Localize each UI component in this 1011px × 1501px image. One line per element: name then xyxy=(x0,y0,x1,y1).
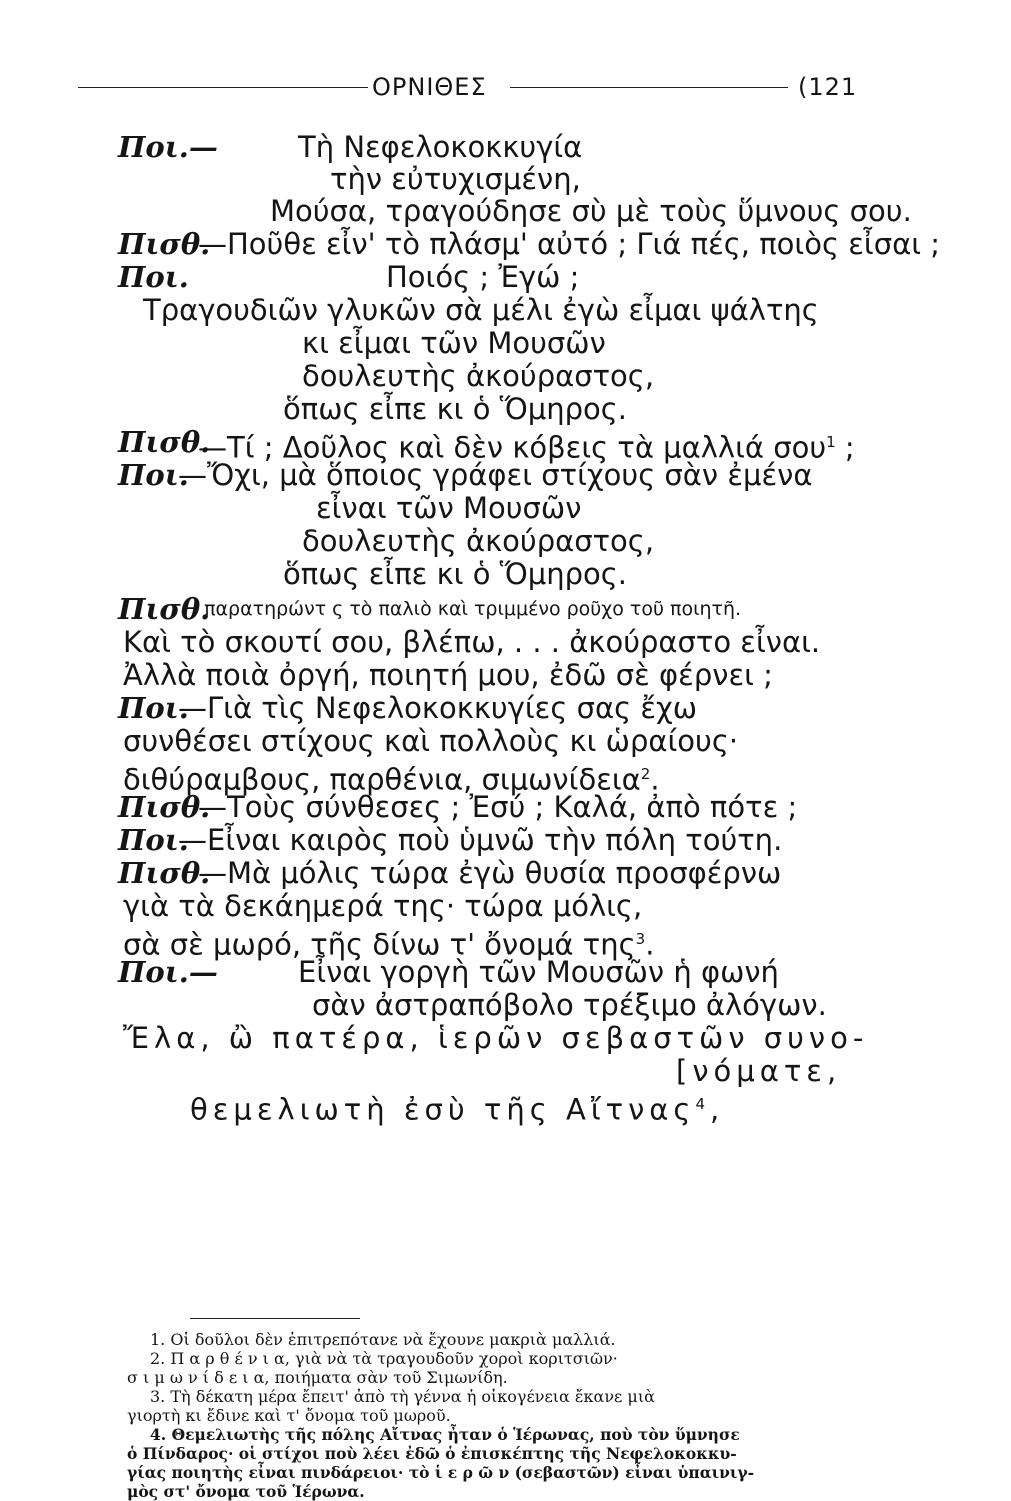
verse-line: —Γιὰ τὶς Νεφελοκοκκυγίες σας ἔχω xyxy=(178,691,698,725)
footnote-ref: 4 xyxy=(695,1095,710,1113)
header-rule-right xyxy=(510,87,788,88)
verse-line: συνθέσει στίχους καὶ πολλοὺς κι ὡραίους· xyxy=(123,724,739,758)
speaker-label: Πισθ. xyxy=(118,790,211,824)
footnote: 4. Θεμελιωτὴς τῆς πόλης Αἴτνας ἦταν ὁ Ἱέρωνας, ποὺ τὸν ὕμνησε xyxy=(150,1425,740,1444)
verse-line: —Μὰ μόλις τώρα ἐγὼ θυσία προσφέρνω xyxy=(198,856,782,890)
footnote: ὁ Πίνδαρος· οἱ στίχοι ποὺ λέει ἐδῶ ὁ ἐπισκέπτης τῆς Νεφελοκοκκυ- xyxy=(127,1444,737,1463)
page-number: (121 xyxy=(798,73,858,101)
footnote: 2. Π α ρ θ έ ν ι α, γιὰ νὰ τὰ τραγουδοῦν χοροὶ κοριτσιῶν· xyxy=(150,1349,618,1368)
speaker-label: Ποι. xyxy=(118,458,189,492)
verse-text-end: , xyxy=(710,1092,725,1127)
verse-line: Καὶ τὸ σκουτί σου, βλέπω, . . . ἀκούραστο εἶναι. xyxy=(123,625,821,659)
verse-line: δουλευτὴς ἀκούραστος, xyxy=(302,524,655,558)
stage-direction: , παρατηρώντ ς τὸ παλιὸ καὶ τριμμένο ροῦχο τοῦ ποιητῆ. xyxy=(192,598,742,620)
footnote: μὸς στ' ὄνομα τοῦ Ἱέρωνα. xyxy=(127,1482,365,1501)
footnote: γίας ποιητὴς εἶναι πινδάρειοι· τὸ ἱ ε ρ ῶ ν (σεβαστῶν) εἶναι ὑπαινιγ- xyxy=(127,1463,755,1482)
speaker-label: Πισθ. xyxy=(118,227,211,261)
verse-text: διθύραμβους, παρθένια, σιμωνίδεια xyxy=(123,762,641,797)
verse-text: σὰ σὲ μωρό, τῆς δίνω τ' ὄνομά της xyxy=(123,927,636,962)
verse-line: ὅπως εἶπε κι ὁ Ὅμηρος. xyxy=(283,557,628,591)
footnote: γιορτὴ κι ἔδινε καὶ τ' ὄνομα τοῦ μωροῦ. xyxy=(127,1406,451,1425)
verse-line xyxy=(190,1087,724,1127)
verse-text: θεμελιωτὴ ἐσὺ τῆς Αἴτνας xyxy=(190,1092,696,1127)
verse-text: —Τί ; Δοῦλος καὶ δὲν κόβεις τὰ μαλλιά σου xyxy=(198,430,827,465)
footnote: 3. Τὴ δέκατη μέρα ἔπειτ' ἀπὸ τὴ γέννα ἡ οἰκογένεια ἔκανε μιὰ xyxy=(150,1387,655,1406)
footnote-ref: 2 xyxy=(640,765,651,783)
verse-text-end: . xyxy=(650,762,660,797)
verse-line: τὴν εὐτυχισμένη, xyxy=(330,162,581,196)
footnote: 1. Οἱ δοῦλοι δὲν ἐπιτρεπότανε νὰ ἔχουνε μακριὰ μαλλιά. xyxy=(150,1330,616,1349)
verse-line: —Ὄχι, μὰ ὅποιος γράφει στίχους σὰν ἐμένα xyxy=(178,458,813,492)
header-rule-left xyxy=(78,87,368,88)
speaker-label: Ποι. xyxy=(118,823,189,857)
speaker-label: Ποι.— xyxy=(118,955,218,989)
verse-line: Τραγουδιῶν γλυκῶν σὰ μέλι ἐγὼ εἶμαι ψάλτης xyxy=(143,293,819,327)
verse-text-end: ; xyxy=(835,430,855,465)
verse-line: δουλευτὴς ἀκούραστος, xyxy=(302,359,655,393)
verse-line: Εἶναι γοργὴ τῶν Μουσῶν ἡ φωνή xyxy=(298,955,779,989)
speaker-label: Ποι.— xyxy=(118,130,218,164)
header-title: ΟΡΝΙΘΕΣ xyxy=(372,73,487,101)
verse-line: —Ποῦθε εἶν' τὸ πλάσμ' αὐτό ; Γιά πές, ποιὸς εἶσαι ; xyxy=(198,227,941,261)
verse-line: —Εἶναι καιρὸς ποὺ ὑμνῶ τὴν πόλη τούτη. xyxy=(178,823,783,857)
footnote-rule xyxy=(190,1318,360,1319)
footnote: σ ι μ ω ν ί δ ε ι α, ποιήματα σὰν τοῦ Σιμωνίδη. xyxy=(127,1368,508,1387)
footnote-ref: 3 xyxy=(635,930,646,948)
verse-line: Τὴ Νεφελοκοκκυγία xyxy=(298,130,583,164)
verse-line: σὰν ἀστραπόβολο τρέξιμο ἀλόγων. xyxy=(312,988,827,1022)
verse-line: Μούσα, τραγούδησε σὺ μὲ τοὺς ὕμνους σου. xyxy=(270,194,912,228)
verse-line: Ἔλα, ὢ πατέρα, ἱερῶν σεβαστῶν συνο- xyxy=(123,1021,869,1055)
running-header xyxy=(78,70,984,104)
verse-line: εἶναι τῶν Μουσῶν xyxy=(316,491,582,525)
verse-line: γιὰ τὰ δεκάημερά της· τώρα μόλις, xyxy=(123,889,643,923)
speaker-label: Πισθ. xyxy=(118,856,211,890)
speaker-label: Ποι. xyxy=(118,691,189,725)
verse-line: [νόματε, xyxy=(676,1054,842,1088)
verse-line: ὅπως εἶπε κι ὁ Ὅμηρος. xyxy=(283,392,628,426)
verse-line: Ποιός ; Ἐγώ ; xyxy=(386,260,580,294)
speaker-label: Ποι. xyxy=(118,260,189,294)
speaker-label: Πισθ. xyxy=(118,425,211,459)
verse-line: κι εἶμαι τῶν Μουσῶν xyxy=(302,326,606,360)
speaker-label: Πισθ. xyxy=(118,592,211,626)
verse-line: Ἀλλὰ ποιὰ ὀργή, ποιητή μου, ἐδῶ σὲ φέρνει ; xyxy=(123,658,773,692)
verse-text-end: . xyxy=(645,927,655,962)
footnote-ref: 1 xyxy=(826,433,836,451)
verse-line: —Τοὺς σύνθεσες ; Ἐσύ ; Καλά, ἀπὸ πότε ; xyxy=(198,790,798,824)
